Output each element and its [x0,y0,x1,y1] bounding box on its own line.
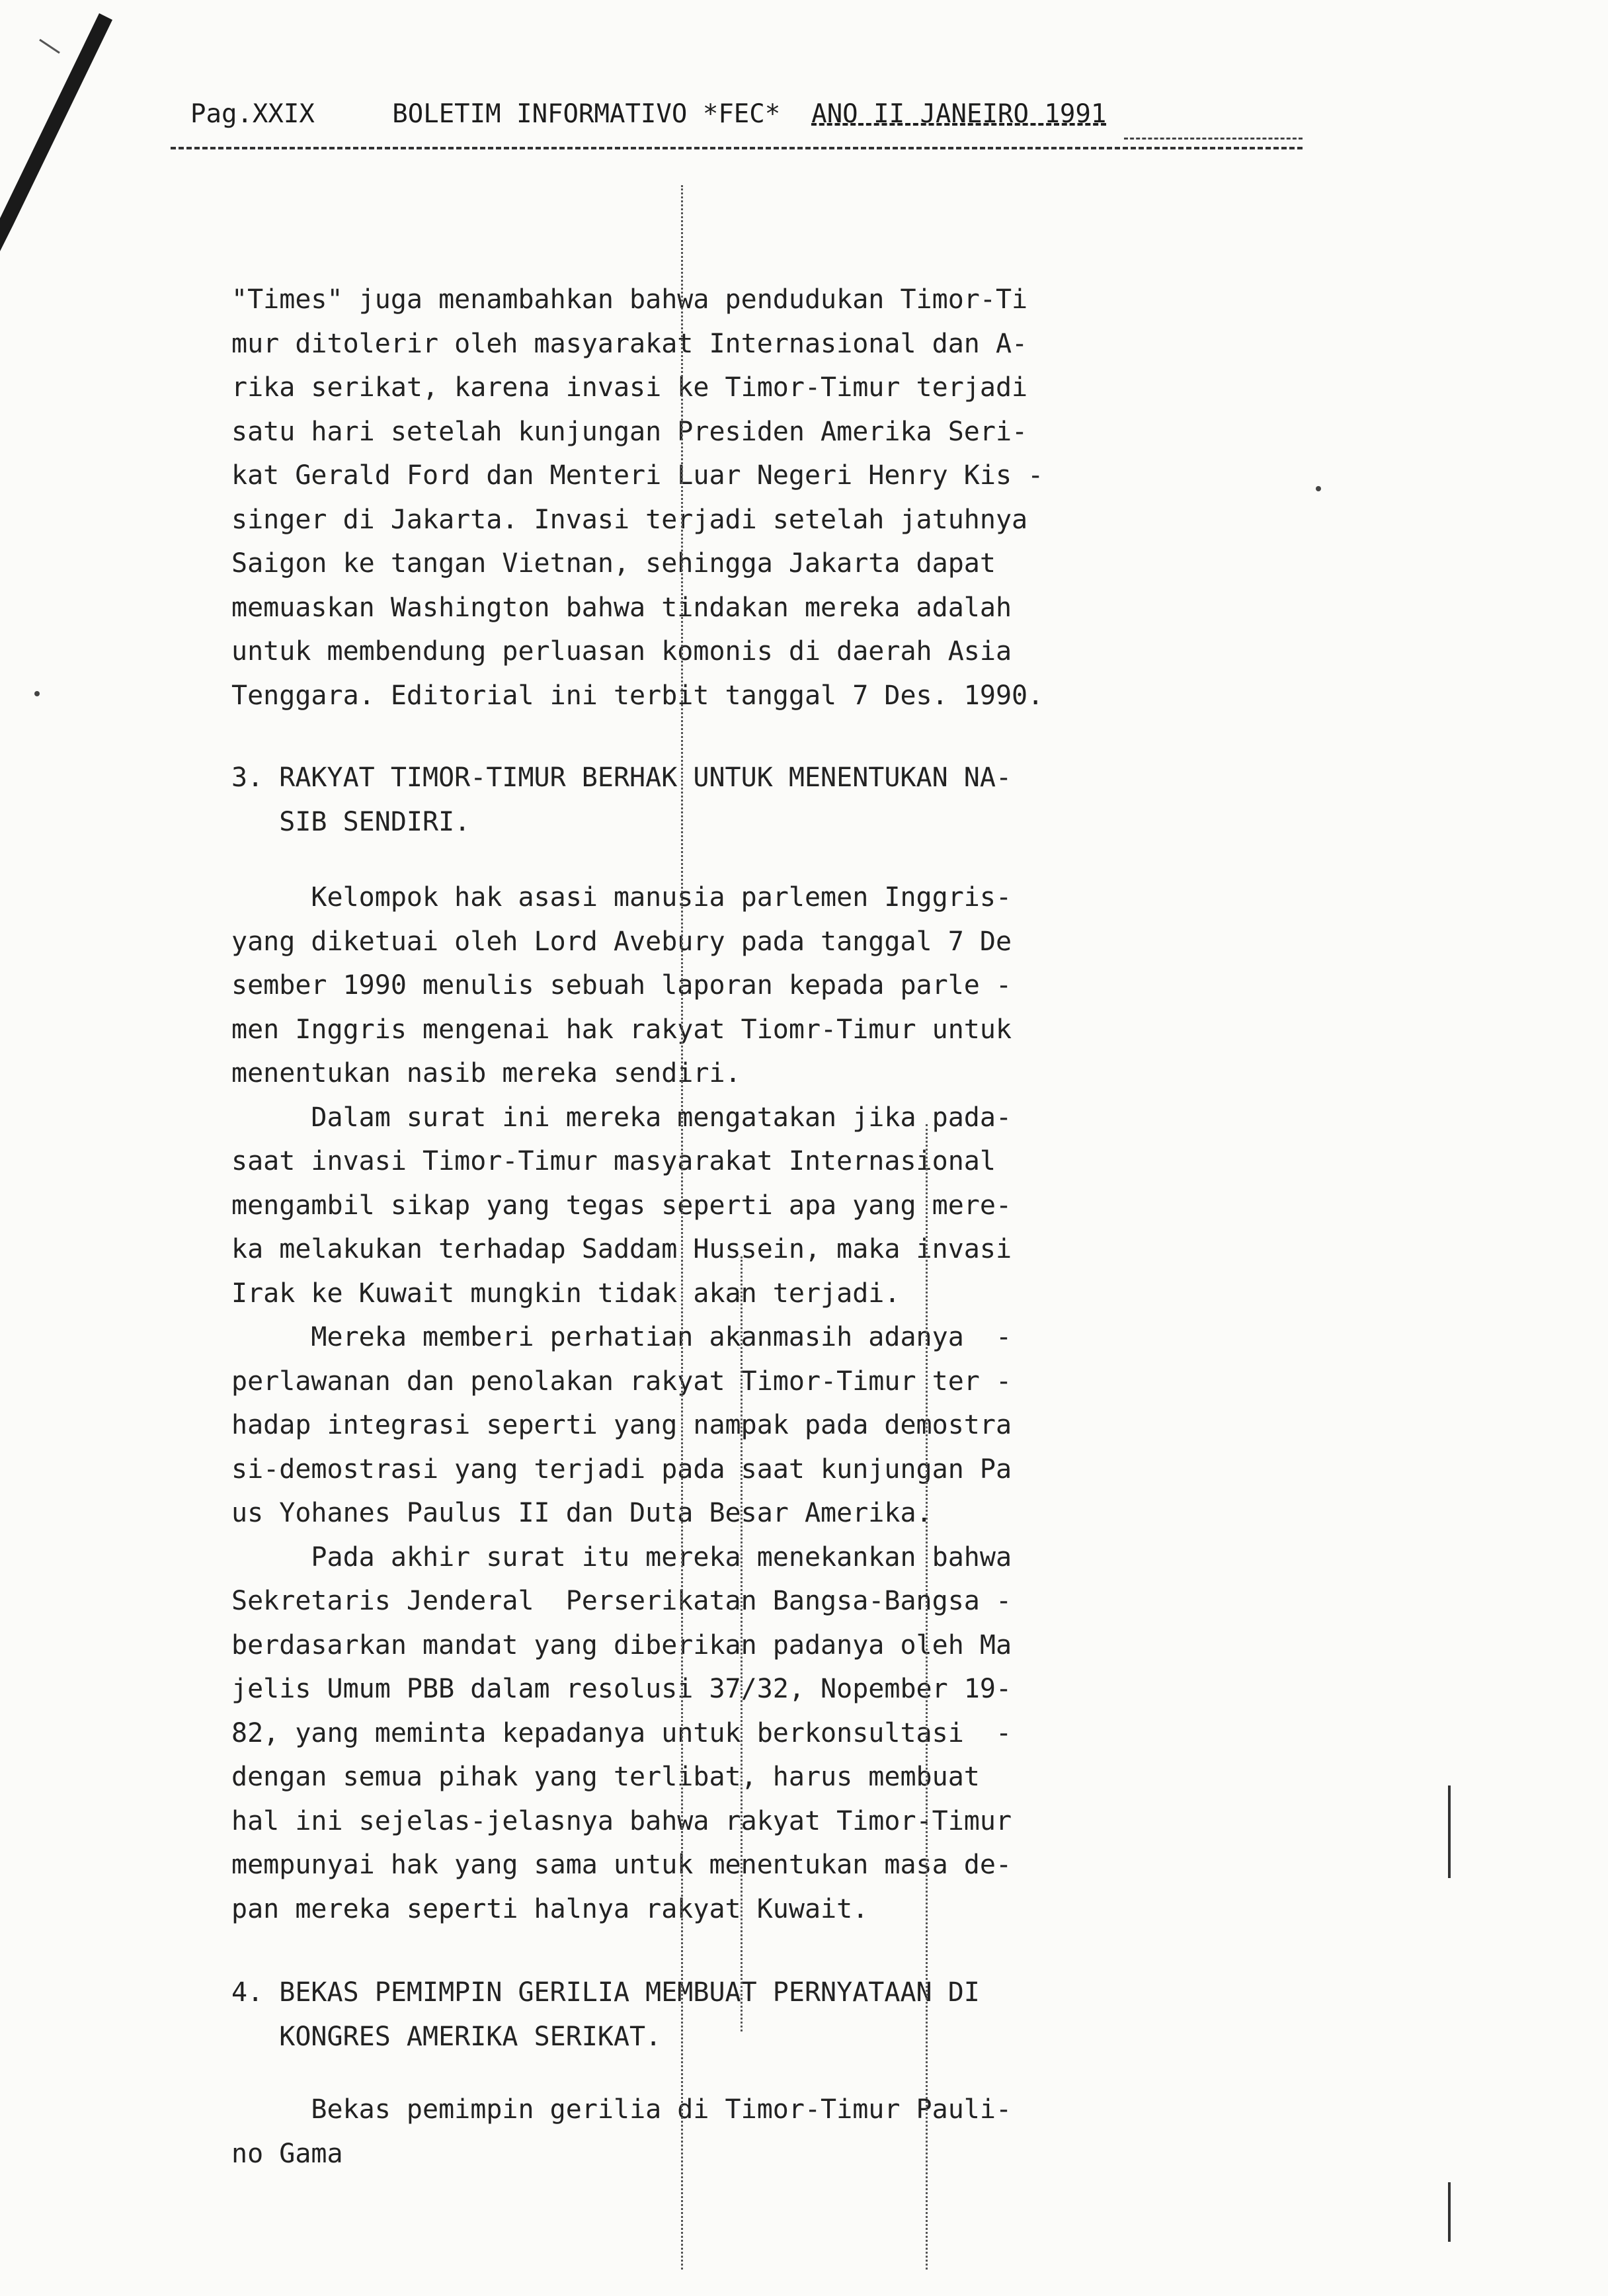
paragraph-2-line: menentukan nasib mereka sendiri. [231,1058,741,1088]
paragraph-1-line: Saigon ke tangan Vietnan, sehingga Jakarta dapat [231,548,996,579]
paragraph-1-line: singer di Jakarta. Invasi terjadi setelah jatuhnya [231,504,1028,535]
section-4-heading: 4. BEKAS PEMIMPIN GERILIA MEMBUAT PERNYATAAN DI [231,1977,980,2008]
scan-artifact-dot [34,691,40,696]
paragraph-5-line: Sekretaris Jenderal Perserikatan Bangsa-Bangsa - [231,1586,1012,1616]
paragraph-5-line: Pada akhir surat itu mereka menekankan bahwa [231,1541,1012,1573]
scan-artifact-mark [1448,1785,1451,1878]
article-body [231,278,1223,2176]
page-header [190,98,1301,131]
page-corner-fold [0,0,119,278]
paragraph-3-line: saat invasi Timor-Timur masyarakat Internasional [231,1146,996,1176]
section-3-heading: 3. RAKYAT TIMOR-TIMUR BERHAK UNTUK MENENTUKAN NA- [231,762,1012,793]
paragraph-2-line: yang diketuai oleh Lord Avebury pada tanggal 7 De [231,926,1012,957]
paragraph-4-line: us Yohanes Paulus II dan Duta Besar Amerika. [231,1498,932,1528]
paragraph-3-line: Dalam surat ini mereka mengatakan jika pada- [231,1102,1012,1133]
paragraph-6-line: no Gama [231,2138,343,2169]
paragraph-5-line: mempunyai hak yang sama untuk menentukan masa de- [231,1850,1012,1880]
paragraph-1-line: rika serikat, karena invasi ke Timor-Timur terjadi [231,372,1028,403]
section-4-heading: KONGRES AMERIKA SERIKAT. [231,2021,662,2052]
paragraph-3-line: ka melakukan terhadap Saddam Hussein, maka invasi [231,1234,1012,1264]
scan-artifact-line [681,185,683,2270]
paragraph-5-line: 82, yang meminta kepadanya untuk berkonsultasi - [231,1717,1012,1748]
paragraph-2-line: sember 1990 menulis sebuah laporan kepada parle - [231,970,1012,1001]
paragraph-1-line: memuaskan Washington bahwa tindakan mereka adalah [231,592,1012,623]
header-underline [1124,138,1303,140]
scan-artifact-mark [1448,2182,1451,2242]
publication-title: BOLETIM INFORMATIVO *FEC* [392,99,781,129]
paragraph-1-line: Tenggara. Editorial ini terbit tanggal 7 Des. 1990. [231,680,1044,711]
paragraph-1-line: "Times" juga menambahkan bahwa pendudukan Timor-Ti [231,284,1028,315]
paragraph-6-line: Bekas pemimpin gerilia di Timor-Timur Pauli- [231,2094,1012,2125]
paragraph-4-line: si-demostrasi yang terjadi pada saat kunjungan Pa [231,1454,1012,1485]
issue-info: ANO II JANEIRO 1991 [811,99,1107,129]
paragraph-1-line: satu hari setelah kunjungan Presiden Amerika Seri- [231,416,1028,447]
scan-artifact-line [741,1256,743,2031]
header-divider [171,147,1303,149]
paragraph-4-line: Mereka memberi perhatian akanmasih adanya - [231,1322,1012,1352]
paragraph-5-line: berdasarkan mandat yang diberikan padanya oleh Ma [231,1629,1012,1660]
section-3-heading: SIB SENDIRI. [231,806,471,837]
scan-artifact-line [926,1124,928,2270]
paragraph-4-line: perlawanan dan penolakan rakyat Timor-Timur ter - [231,1366,1012,1397]
paragraph-5-line: dengan semua pihak yang terlibat, harus membuat [231,1762,980,1792]
page-number: Pag.XXIX [190,99,315,129]
paragraph-5-line: jelis Umum PBB dalam resolusi 37/32, Nopember 19- [231,1674,1012,1704]
paragraph-1-line: untuk membendung perluasan komonis di daerah Asia [231,636,1012,667]
paragraph-3-line: mengambil sikap yang tegas seperti apa yang mere- [231,1190,1012,1221]
paragraph-2-line: men Inggris mengenai hak rakyat Tiomr-Timur untuk [231,1014,1012,1045]
paragraph-2-line: Kelompok hak asasi manusia parlemen Inggris- [231,882,1012,913]
paragraph-4-line: hadap integrasi seperti yang nampak pada demostra [231,1410,1012,1440]
paragraph-5-line: pan mereka seperti halnya rakyat Kuwait. [231,1893,869,1924]
paragraph-3-line: Irak ke Kuwait mungkin tidak akan terjadi. [231,1278,901,1309]
paragraph-1-line: mur ditolerir oleh masyarakat Internasional dan A- [231,328,1028,359]
paragraph-5-line: hal ini sejelas-jelasnya bahwa rakyat Timor-Timur [231,1805,1012,1836]
paragraph-1-line: kat Gerald Ford dan Menteri Luar Negeri Henry Kis - [231,460,1044,491]
scan-artifact-dot [1316,486,1321,491]
